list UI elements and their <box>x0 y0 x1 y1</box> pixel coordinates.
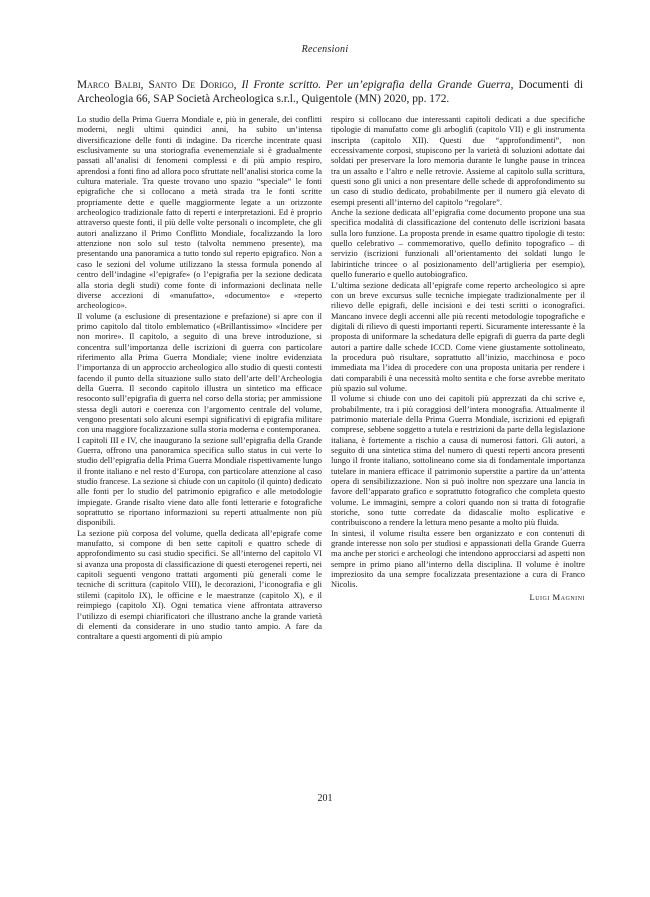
citation-authors: Marco Balbi, Santo De Dorigo <box>77 79 234 91</box>
citation-details: , Documenti di Archeologia 66, SAP Società Archeologica s.r.l., Quigentole (MN) 2020, pp. 172. <box>77 79 583 106</box>
paragraph: L’ultima sezione dedicata all’epigrafe come reperto archeologico si apre con un breve excursus sulle tecniche impiegate tradizionalmente per il rilievo delle epigrafi, delle incisioni e dei testi scritti o iconografici. Mancano invece degli accenni alle più recenti metodologie topografiche e digitali di rilievo di questi importanti reperti. Sicuramente interessante è la proposta di uniformare la schedatura delle epigrafi di guerra da parte degli autori a partire dalle schede ICCD. Come viene giustamente sottolineato, la procedura può risultare, soprattutto all’inizio, macchinosa e poco immediata ma l’idea di procedere con una proposta unitaria per rendere i dati comparabili è una necessità molto sentita e che forse avrebbe meritato più spazio sul volume. <box>331 279 585 393</box>
left-column <box>77 114 322 642</box>
paragraph: Il volume (a esclusione di presentazione e prefazione) si apre con il primo capitolo dal titolo emblematico («Brillantissimo» «Incidere per non morire». Il capitolo, a seguito di una breve introduzione, si concentra sull’importanza delle iscrizioni di guerra con particolare riferimento alla Prima Guerra Mondiale; viene inoltre evidenziata l’importanza di un approccio archeologico allo studio di questi contesti facendo il punto della situazione sullo stato dell’arte dell’Archeologia della Guerra. Il secondo capitolo illustra un sintetico ma efficace resoconto sull’epigrafia di guerra nel corso della storia; per ammissione stessa degli autori e coerenza con l’argomento centrale del volume, vengono presentati solo alcuni esempi significativi di epigrafia militare con una maggiore focalizzazione sulla storia moderna e contemporanea. <box>77 310 322 435</box>
paragraph: Il volume si chiude con uno dei capitoli più apprezzati da chi scrive e, probabilmente, tra i più coraggiosi dell’intera monografia. Attualmente il patrimonio materiale della Prima Guerra Mondiale, iscrizioni ed epigrafi comprese, sebbene soggetto a tutela e restrizioni da parte della legislazione italiana, è fortemente a rischio a causa di numerosi fattori. Gli autori, a seguito di una sintetica stima del numero di questi reperti ancora presenti lungo il fronte italiano, sottolineano come sia di fondamentale importanza tutelare in maniera efficace il patrimonio superstite a partire da un’attenta opera di sensibilizzazione. Non si può inoltre non spezzare una lancia in favore dell’apparato grafico e soprattutto fotografico che completa questo volume. Le immagini, sempre a colori quando non si tratta di fotografie storiche, sono tutte corredate da didascalie molto esplicative e contribuiscono a rendere la lettura meno pesante a molto più fluida. <box>331 393 585 528</box>
paragraph: Lo studio della Prima Guerra Mondiale e, più in generale, dei conflitti moderni, negli ultimi quindici anni, ha subito un’intensa diversificazione delle fonti di indagine. Da ricerche incentrate quasi esclusivamente su una storiografia evenemenziale si è gradualmente passati all’analisi di fenomeni complessi e di più ampio respiro, aprendosi a fonti fino ad allora poco sfruttate nell’analisi storica come la cultura materiale. Tra queste trovano uno spazio “speciale” le fonti epigrafiche che si collocano a metà strada tra le fonti scritte propriamente dette e quelle maggiormente legate a un orizzonte archeologico tradizionale fatto di reperti e interpretazioni. Ed è proprio attraverso queste fonti, il più delle volte personali o incomplete, che gli autori analizzano il Primo Conflitto Mondiale, focalizzando la loro attenzione non solo sul testo (talvolta nemmeno presente), ma presentando una panoramica a tutto tondo sul reperto epigrafico. Non a caso le sezioni del volume utilizzano la stessa formula ponendo al centro dell’indagine «l’epigrafe» (o l’epigrafia per la sezione dedicata alla storia degli studi) come fonte di informazioni declinata nelle diverse accezioni di «manufatto», «documento» e «reperto archeologico». <box>77 114 322 311</box>
paragraph: In sintesi, il volume risulta essere ben organizzato e con contenuti di grande interesse non solo per studiosi e appassionati della Grande Guerra ma anche per storici e archeologi che intendono approcciarsi ad aspetti non sempre in primo piano all’interno della disciplina. Il volume è inoltre impreziosito da una sempre focalizzata presentazione a cura di Franco Nicolis. <box>331 527 585 590</box>
paragraph: Anche la sezione dedicata all’epigrafia come documento propone una sua specifica modalità di classificazione del contenuto delle iscrizioni basata sulla loro funzione. La proposta prende in esame quattro tipologie di testo: quello celebrativo – commemorativo, quello definito topografico – di servizio (iscrizioni funzionali all’orientamento dei soldati lungo le labirintiche trincee o al posizionamento dell’artiglieria per esempio), quello funerario e quello autobiografico. <box>331 207 585 280</box>
paragraph: La sezione più corposa del volume, quella dedicata all’epigrafe come manufatto, si compone di ben sette capitoli e quattro schede di approfondimento su casi studio specifici. Se all’interno del capitolo VI si avanza una proposta di classificazione di questi eterogenei reperti, nei capitoli seguenti vengono trattati argomenti più generali come le tecniche di scrittura (capitolo VIII), le decorazioni, l’iconografia e gli stilemi (capitolo IX), le officine e le maestranze (capitolo X), e il reimpiego (capitolo XI). Ogni tematica viene affrontata attraverso l’utilizzo di esempi chiarificatori che illustrano anche la grande varietà di elementi da considerare in uno studio tanto ampio. A fare da contraltare a questi argomenti di più ampio <box>77 527 322 642</box>
citation-title: Il Fronte scritto. Per un’epigrafia della Grande Guerra <box>241 79 511 91</box>
book-citation: Marco Balbi, Santo De Dorigo, Il Fronte scritto. Per un’epigrafia della Grande Guerra, Documenti di Archeologia 66, SAP Società Archeologica s.r.l., Quigentole (MN) 2020, pp. 172. <box>77 79 583 106</box>
page-number: 201 <box>317 793 333 804</box>
paragraph: respiro si collocano due interessanti capitoli dedicati a due specifiche tipologie di manufatto come gli arbogliﬁ (capitolo VII) e gli instrumenta inscripta (capitolo XII). Questi due “approfondimenti”, non eccessivamente corposi, stupiscono per la varietà di soluzioni adottate dai soldati per preservare la loro memoria durante le lunghe pause in trincea tra un assalto e l’altro e nelle retrovie. Assieme al capitolo sulla scrittura, questi sono gli unici a non presentare delle schede di approfondimento su un caso di studio dedicato, probabilmente per il numero già elevato di esempi presenti all’interno del capitolo “regolare”. <box>331 114 585 207</box>
paragraph: I capitoli III e IV, che inaugurano la sezione sull’epigrafia della Grande Guerra, offrono una panoramica specifica sullo status in cui verte lo studio dell’epigrafia della Prima Guerra Mondiale rispettivamente lungo il fronte italiano e nel resto d’Europa, con particolare attenzione al caso studio francese. La sezione si chiude con un capitolo (il quinto) dedicato alle fonti per lo studio del patrimonio epigrafico e alle metodologie impiegate. Grande risalto viene dato alle fonti letterarie e fotografiche soprattutto se riportano informazioni su reperti attualmente non più disponibili. <box>77 434 322 528</box>
reviewer-signature: Luigi Magnini <box>529 591 585 602</box>
running-head: Recensioni <box>301 44 349 55</box>
right-column <box>331 114 585 602</box>
